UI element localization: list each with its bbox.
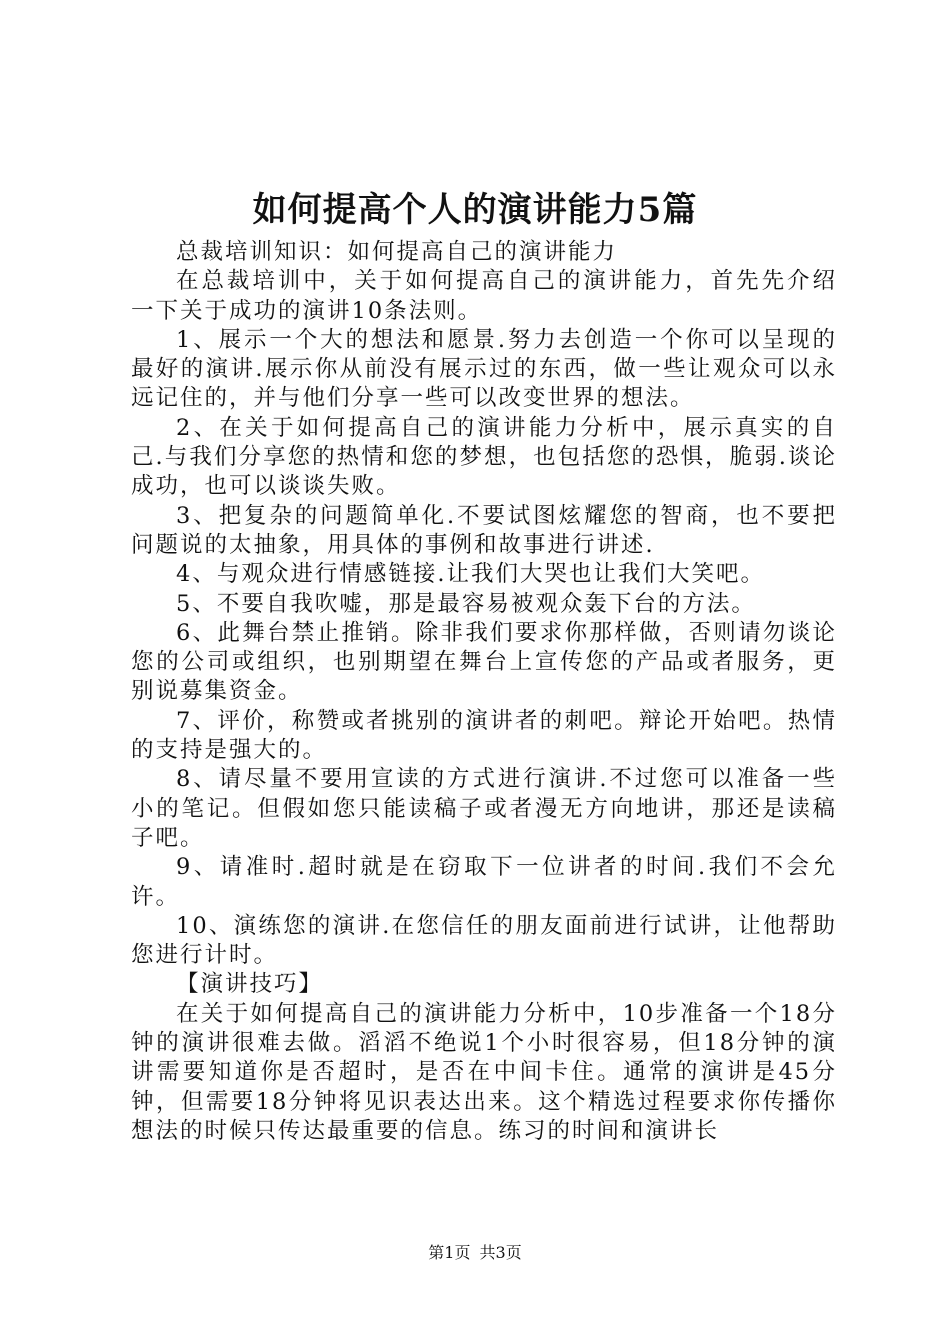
paragraph-rule-7: 7、评价，称赞或者挑别的演讲者的刺吧。辩论开始吧。热情的支持是强大的。 (131, 707, 837, 764)
document-body (131, 238, 837, 1146)
page-footer (0, 1242, 950, 1264)
paragraph-intro: 在总裁培训中，关于如何提高自己的演讲能力，首先先介绍一下关于成功的演讲10条法则。 (131, 268, 837, 324)
paragraph-rule-8: 8、请尽量不要用宣读的方式进行演讲.不过您可以准备一些小的笔记。但假如您只能读稿子或者漫无方向地讲，那还是读稿子吧。 (131, 766, 837, 851)
paragraph-rule-9: 9、请准时.超时就是在窃取下一位讲者的时间.我们不会允许。 (131, 854, 837, 910)
paragraph-rule-1: 1、展示一个大的想法和愿景.努力去创造一个你可以呈现的最好的演讲.展示你从前没有展示过的东西，做一些让观众可以永远记住的，并与他们分享一些可以改变世界的想法。 (131, 326, 837, 412)
document-title: 如何提高个人的演讲能力5篇 (252, 190, 698, 230)
paragraph-rule-10: 10、演练您的演讲.在您信任的朋友面前进行试讲，让他帮助您进行计时。 (131, 912, 837, 969)
paragraph-rule-4: 4、与观众进行情感链接.让我们大哭也让我们大笑吧。 (176, 561, 765, 588)
paragraph-intro-heading: 总裁培训知识：如何提高自己的演讲能力 (176, 239, 618, 265)
paragraph-rule-6: 6、此舞台禁止推销。除非我们要求你那样做，否则请勿谈论您的公司或组织，也别期望在舞台上宣传您的产品或者服务，更别说募集资金。 (131, 619, 837, 705)
paragraph-rule-3: 3、把复杂的问题简单化.不要试图炫耀您的智商，也不要把问题说的太抽象，用具体的事例和故事进行讲述. (131, 502, 837, 558)
page-number: 第1页 (428, 1243, 471, 1262)
section-heading-speech-tips: 【演讲技巧】 (176, 971, 324, 998)
page-total: 共3页 (479, 1243, 522, 1262)
paragraph-rule-2: 2、在关于如何提高自己的演讲能力分析中，展示真实的自己.与我们分享您的热情和您的梦想，也包括您的恐惧，脆弱.谈论成功，也可以谈谈失败。 (131, 414, 837, 500)
paragraph-rule-5: 5、不要自我吹嘘，那是最容易被观众轰下台的方法。 (176, 590, 756, 617)
paragraph-speech-tips: 在关于如何提高自己的演讲能力分析中，10步准备一个18分钟的演讲很难去做。滔滔不绝说1个小时很容易，但18分钟的演讲需要知道你是否超时，是否在中间卡住。通常的演讲是45分钟，但需要18分钟将见识表达出来。这个精选过程要求你传播你想法的时候只传达最重要的信息。练习的时间和演讲长 (131, 1000, 837, 1144)
